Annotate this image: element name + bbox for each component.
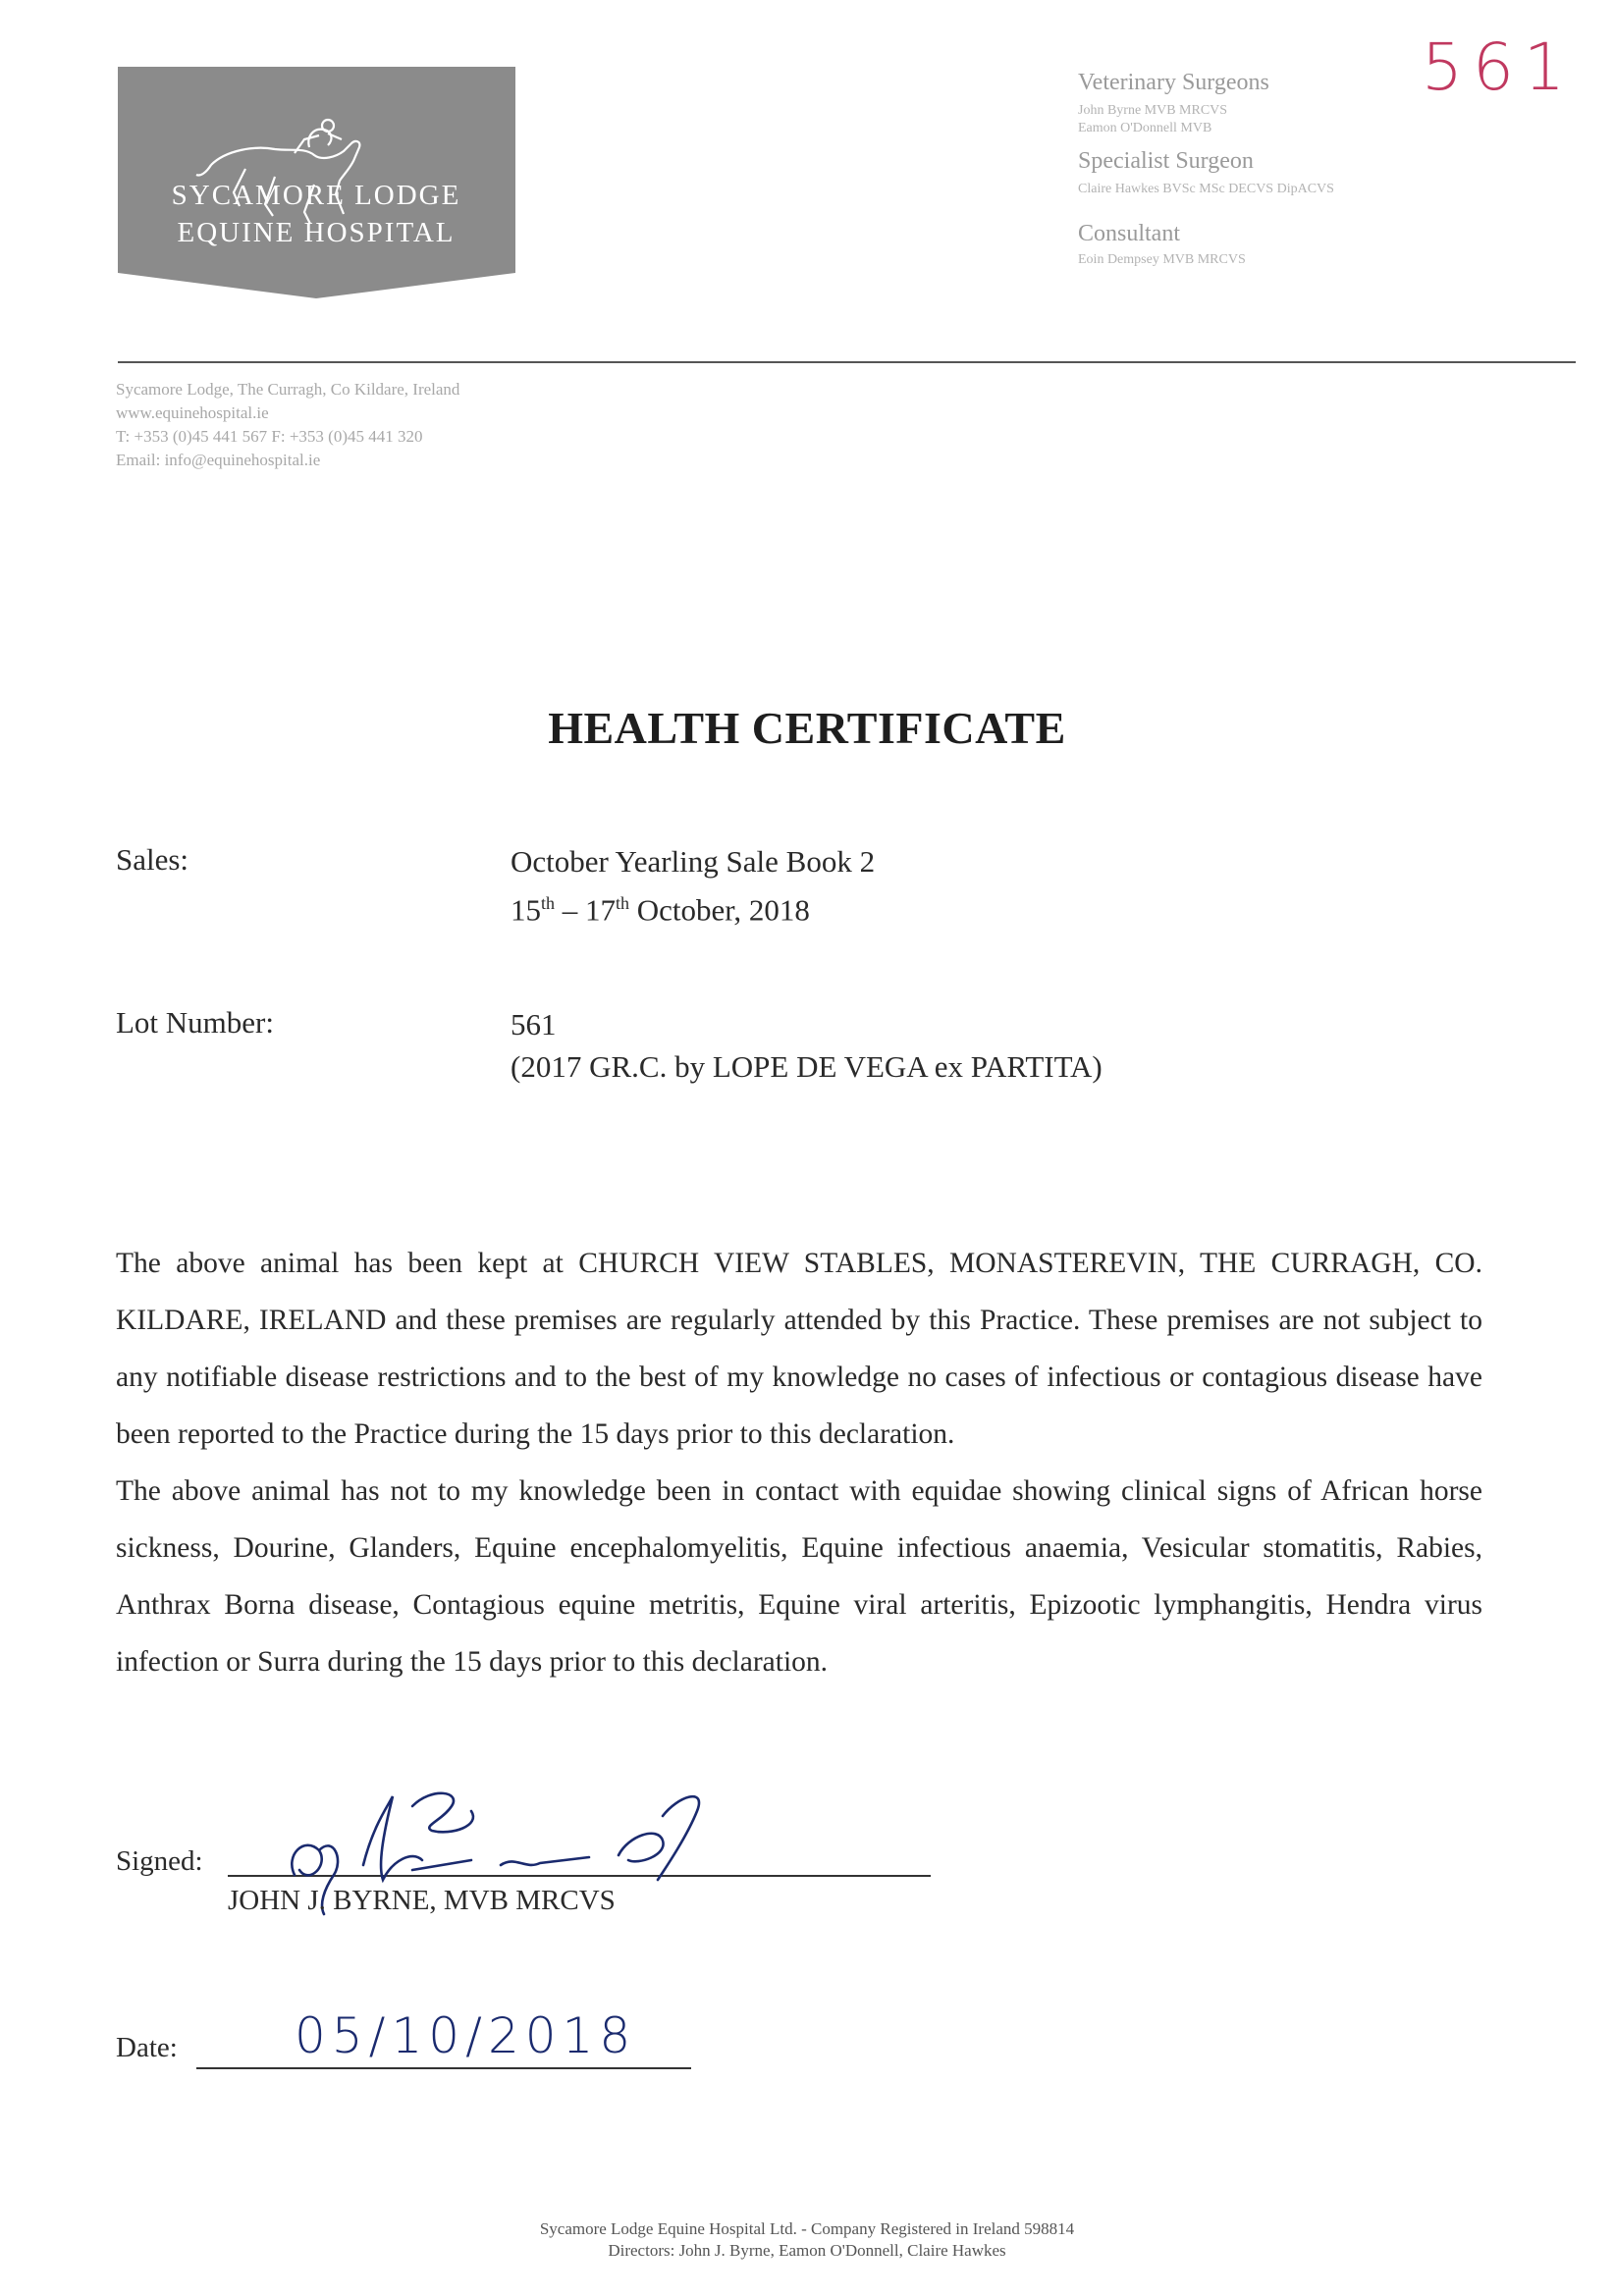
hospital-name-line1: SYCAMORE LODGE	[171, 180, 461, 211]
lot-value	[511, 1003, 1103, 1088]
date-label: Date:	[116, 2032, 178, 2063]
footer-directors: Directors: John J. Byrne, Eamon O'Donnell, Claire Hawkes	[608, 2241, 1006, 2260]
date-line	[196, 2067, 691, 2069]
signed-label: Signed:	[116, 1845, 203, 1877]
lot-description: (2017 GR.C. by LOPE DE VEGA ex PARTITA)	[511, 1049, 1103, 1084]
sales-dates: 15th – 17th October, 2018	[511, 892, 810, 928]
handwritten-date: 05/10/2018	[295, 2007, 637, 2064]
page-footer	[0, 2218, 1614, 2262]
vet-role: Veterinary Surgeons	[1078, 70, 1269, 95]
handwritten-lot-number: 561	[1422, 29, 1575, 105]
consultant-names: Eoin Dempsey MVB MRCVS	[1078, 252, 1246, 267]
specialist-names: Claire Hawkes BVSc MSc DECVS DipACVS	[1078, 182, 1334, 196]
hospital-logo	[118, 67, 515, 298]
vet-names: John Byrne MVB MRCVS Eamon O'Donnell MVB	[1078, 103, 1228, 135]
address-phone: T: +353 (0)45 441 567 F: +353 (0)45 441 320	[116, 427, 423, 446]
body-paragraph-1: The above animal has been kept at CHURCH VIEW STABLES, MONASTEREVIN, THE CURRAGH, CO. KILDARE, IRELAND and these premises are regularly attended by this Practice. These premises are not subject to any notifiable disease restrictions and to the best of my knowledge no cases of infectious or contagious disease have been reported to the Practice during the 15 days prior to this declaration.	[116, 1248, 1482, 1450]
consultant-role: Consultant	[1078, 221, 1181, 246]
certificate-body	[116, 1235, 1482, 1690]
signatory-name: JOHN J. BYRNE, MVB MRCVS	[228, 1885, 616, 1916]
sales-label: Sales:	[116, 842, 189, 877]
footer-company: Sycamore Lodge Equine Hospital Ltd. - Company Registered in Ireland 598814	[539, 2219, 1075, 2238]
specialist-role: Specialist Surgeon	[1078, 148, 1254, 174]
sales-value	[511, 840, 875, 931]
address-line1: Sycamore Lodge, The Curragh, Co Kildare, Ireland	[116, 380, 460, 399]
lot-label: Lot Number:	[116, 1005, 274, 1040]
page-title: HEALTH CERTIFICATE	[548, 703, 1066, 753]
body-paragraph-2: The above animal has not to my knowledge been in contact with equidae showing clinical signs of African horse sickness, Dourine, Glanders, Equine encephalomyelitis, Equine infectious anaemia, Vesicular stomatitis, Rabies, Anthrax Borna disease, Contagious equine metritis, Equine viral arteritis, Epizootic lymphangitis, Hendra virus infection or Surra during the 15 days prior to this declaration.	[116, 1475, 1482, 1678]
address-email: Email: info@equinehospital.ie	[116, 451, 321, 469]
sales-name: October Yearling Sale Book 2	[511, 844, 876, 879]
hospital-address	[116, 378, 705, 472]
hospital-name-line2: EQUINE HOSPITAL	[177, 217, 456, 248]
address-website: www.equinehospital.ie	[116, 403, 269, 422]
lot-number: 561	[511, 1007, 557, 1041]
header-divider	[118, 361, 1576, 363]
staff-list	[1078, 69, 1402, 269]
